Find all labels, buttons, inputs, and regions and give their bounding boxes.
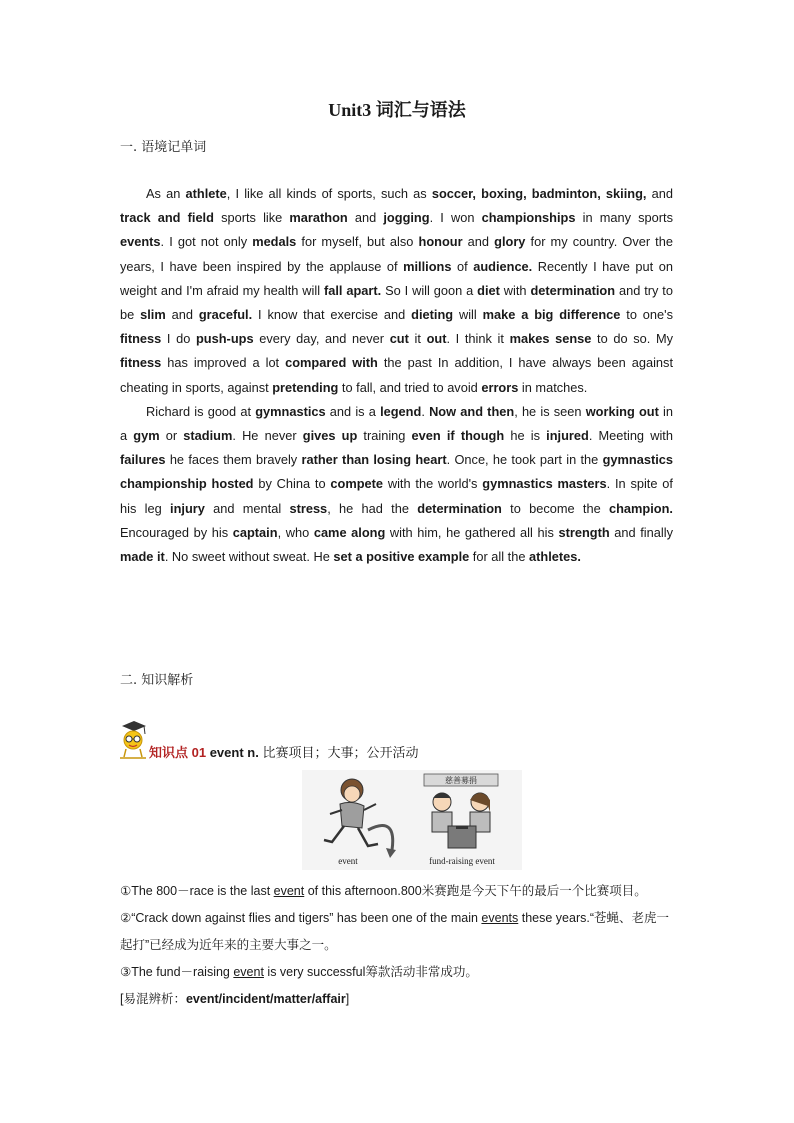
passage-text: it <box>408 331 427 347</box>
illustration-banner: 慈善募捐 <box>445 776 477 785</box>
passage-text: for my country. Over the years, I have been inspired by the applause of <box>120 234 673 274</box>
vocab-keyword: graceful. <box>198 307 253 323</box>
knowledge-point-header <box>118 720 678 760</box>
vocab-keyword: rather than losing heart <box>301 452 447 468</box>
passage-text: will <box>453 307 483 323</box>
vocab-keyword: fitness <box>120 355 162 371</box>
passage-text: to become the <box>501 500 609 516</box>
scholar-mascot-icon <box>118 720 148 760</box>
passage-text: and <box>347 210 384 226</box>
knowledge-point-word: event n. <box>209 745 259 760</box>
passage-text: in many sports <box>575 210 673 226</box>
vocab-keyword: injury <box>170 500 205 516</box>
underlined-keyword: events <box>481 911 519 925</box>
passage-text: . No sweet without sweat. He <box>164 549 334 565</box>
vocab-keyword: working out <box>585 403 659 419</box>
vocab-keyword: champion. <box>609 500 673 516</box>
passage-text: I do <box>161 331 196 347</box>
passage-text: and <box>462 234 495 250</box>
vocab-keyword: injured <box>546 428 589 444</box>
passage-text: to do so. My <box>591 331 673 347</box>
vocab-keyword: determination <box>417 500 502 516</box>
passage-text: . Meeting with <box>588 428 673 444</box>
vocab-keyword: set a positive example <box>333 549 470 565</box>
passage-text: every day, and never <box>253 331 390 347</box>
passage-text: and <box>165 307 199 323</box>
vocab-keyword: jogging <box>383 210 430 226</box>
passage-text: for all the <box>469 549 529 565</box>
reading-passage <box>120 182 673 569</box>
passage-text: Encouraged by his <box>120 524 233 540</box>
vocab-keyword: Now and then <box>429 403 515 419</box>
passage-text: , he is seen <box>514 403 586 419</box>
vocab-keyword: stadium <box>183 428 233 444</box>
passage-text: in matches. <box>518 379 588 395</box>
passage-text: to one's <box>620 307 674 323</box>
passage-text: sports like <box>213 210 290 226</box>
vocab-keyword: even if though <box>411 428 505 444</box>
passage-text: . I won <box>429 210 482 226</box>
passage-text: As an <box>146 186 186 201</box>
vocab-keyword: gymnastics masters <box>482 476 607 492</box>
passage-text: to fall, and tried to avoid <box>338 379 482 395</box>
passage-text: , he had the <box>327 500 418 516</box>
vocab-keyword: fall apart. <box>323 282 382 298</box>
vocab-keyword: determination <box>530 282 616 298</box>
vocab-keyword: compared with <box>285 355 378 371</box>
vocab-keyword: stress <box>289 500 328 516</box>
passage-text: . In spite of his leg <box>120 476 673 516</box>
passage-text: has improved a lot <box>161 355 286 371</box>
section-heading-analysis: 二. 知识解析 <box>120 673 194 688</box>
vocab-keyword: marathon <box>289 210 348 226</box>
passage-text: with the world's <box>383 476 483 492</box>
passage-text: of <box>451 258 474 274</box>
vocab-keyword: came along <box>313 524 386 540</box>
knowledge-point-meaning: 比赛项目；大事；公开活动 <box>258 745 419 760</box>
vocab-keyword: make a big difference <box>482 307 621 323</box>
vocab-keyword: legend <box>380 403 422 419</box>
vocab-keyword: strength <box>558 524 610 540</box>
passage-text: . He never <box>232 428 303 444</box>
knowledge-point-title <box>149 742 418 761</box>
example-sentence: ③The fund－raising event is very successful筹款活动非常成功。 <box>120 965 478 979</box>
passage-text: . <box>421 403 430 419</box>
page-title: Unit3 词汇与语法 <box>328 100 466 120</box>
vocab-keyword: soccer, boxing, badminton, skiing, <box>431 186 647 201</box>
vocab-keyword: fitness <box>120 331 162 347</box>
vocab-keyword: dieting <box>411 307 454 323</box>
vocab-keyword: made it <box>120 549 165 565</box>
vocab-keyword: cut <box>389 331 409 347</box>
vocab-keyword: push-ups <box>195 331 254 347</box>
passage-text: I know that exercise and <box>252 307 412 323</box>
illustration-caption-right: fund-raising event <box>429 856 495 866</box>
vocab-keyword: championships <box>481 210 576 226</box>
vocab-keyword: compete <box>330 476 384 492</box>
confusion-note: [易混辨析：event/incident/matter/affair] <box>120 992 350 1006</box>
vocab-keyword: honour <box>418 234 463 250</box>
passage-text: or <box>159 428 184 444</box>
illustration-graphic <box>302 770 522 870</box>
passage-paragraph-1 <box>120 182 673 400</box>
vocab-keyword: failures <box>120 452 166 468</box>
knowledge-point-label: 知识点 01 <box>149 745 207 760</box>
passage-text: he is <box>504 428 547 444</box>
vocab-keyword: gymnastics championship hosted <box>120 452 673 492</box>
vocab-keyword: medals <box>252 234 297 250</box>
passage-text: . Once, he took part in the <box>446 452 603 468</box>
vocab-keyword: slim <box>140 307 166 323</box>
passage-text: , who <box>277 524 314 540</box>
passage-text: and try to be <box>120 282 673 323</box>
vocab-keyword: millions <box>403 258 452 274</box>
passage-text: Richard is good at <box>146 403 256 419</box>
vocab-keyword: glory <box>494 234 526 250</box>
passage-text: Recently I have put on weight and I'm afraid my health will <box>120 258 673 298</box>
illustration-caption-left: event <box>338 856 358 866</box>
passage-text: and is a <box>325 403 381 419</box>
vocab-keyword: gives up <box>302 428 358 444</box>
vocab-keyword: captain <box>232 524 278 540</box>
passage-text: with <box>499 282 531 298</box>
passage-text: with him, he gathered all his <box>385 524 559 540</box>
passage-text: in a <box>120 403 673 444</box>
vocab-keyword: events <box>120 234 161 250</box>
vocab-keyword: diet <box>477 282 500 298</box>
vocab-keyword: pretending <box>272 379 339 395</box>
vocab-keyword: audience. <box>473 258 533 274</box>
vocab-keyword: gym <box>133 428 160 444</box>
vocab-keyword: makes sense <box>509 331 592 347</box>
passage-text: . I think it <box>446 331 510 347</box>
underlined-keyword: event <box>233 965 264 979</box>
vocab-keyword: track and field <box>120 210 214 226</box>
passage-paragraph-2 <box>120 400 673 569</box>
section-heading-vocabulary: 一. 语境记单词 <box>120 140 207 155</box>
passage-text: training <box>357 428 412 444</box>
underlined-keyword: event <box>273 884 305 898</box>
vocab-keyword: gymnastics <box>255 403 326 419</box>
example-sentence: ①The 800－race is the last event of this afternoon.800米赛跑是今天下午的最后一个比赛项目。 <box>120 884 647 898</box>
vocab-keyword: athlete <box>185 186 227 201</box>
passage-text: So I will goon a <box>381 282 478 298</box>
passage-text: and finally <box>609 524 673 540</box>
event-illustration <box>302 770 522 870</box>
vocab-keyword: out <box>426 331 447 347</box>
vocab-keyword: errors <box>481 379 519 395</box>
passage-text: and mental <box>204 500 290 516</box>
passage-text: for myself, but also <box>296 234 419 250</box>
passage-text: . I got not only <box>160 234 253 250</box>
vocab-keyword: athletes. <box>529 549 581 565</box>
passage-text: the past In addition, I have always been against cheating in sports, against <box>120 355 673 395</box>
passage-text: he faces them bravely <box>165 452 302 468</box>
passage-text: , I like all kinds of sports, such as <box>226 186 432 201</box>
passage-text: and <box>646 186 673 201</box>
example-sentence: ②“Crack down against flies and tigers” has been one of the main events these years.“苍蝇、老虎一起打”已经成为近年来的主要大事之一。 <box>120 911 669 952</box>
passage-text: by China to <box>253 476 331 492</box>
